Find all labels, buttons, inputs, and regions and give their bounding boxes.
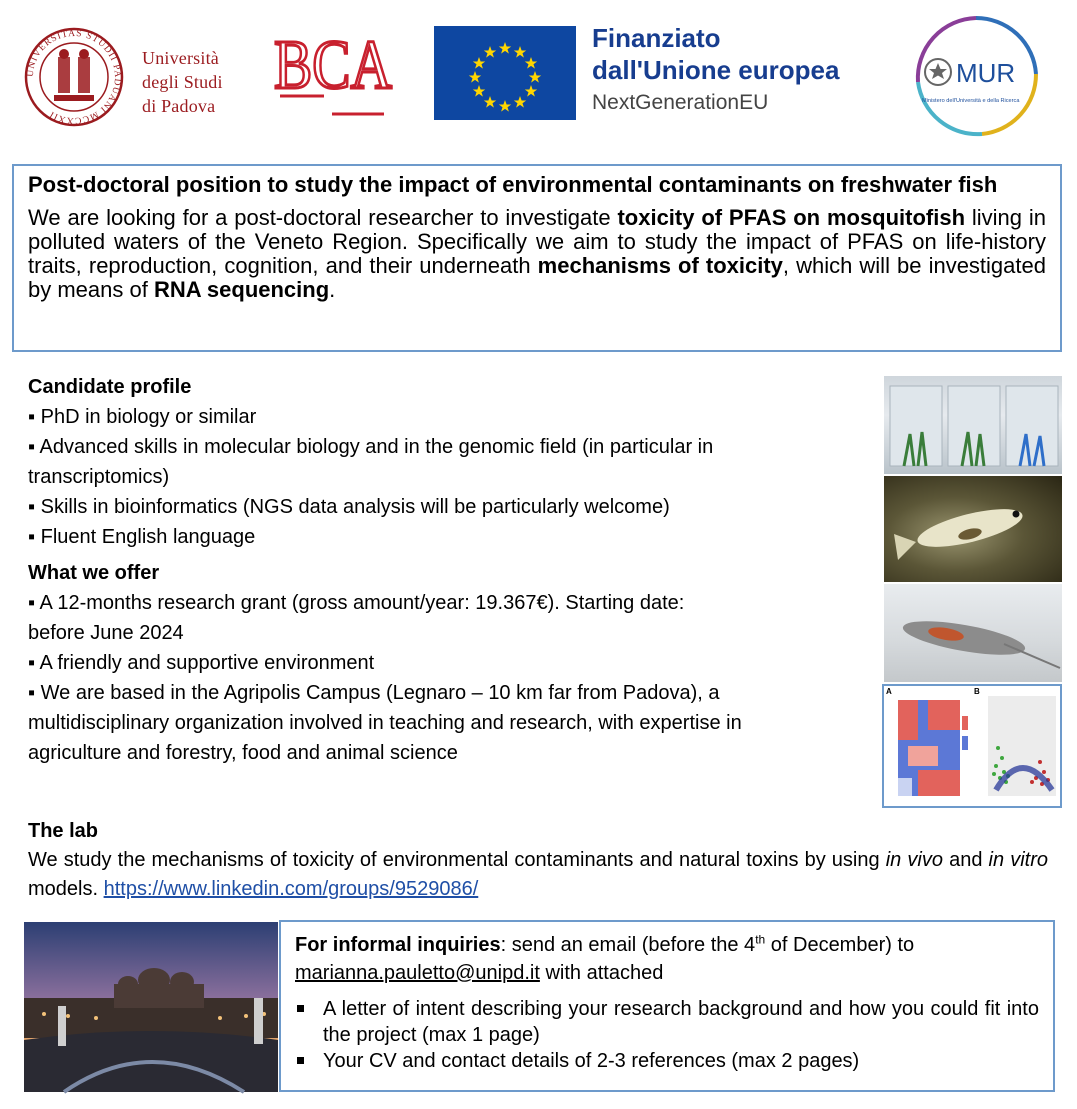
university-seal-logo <box>24 27 124 127</box>
required-documents-list <box>295 996 1039 1074</box>
profile-item: ▪ Advanced skills in molecular biology and in the genomic field (in particular in <box>28 436 714 458</box>
intro-text: , which will be investigated by means of <box>28 253 1046 302</box>
offer-item: multidisciplinary organization involved in teaching and research, with expertise in <box>28 712 742 734</box>
ordinal-suffix: th <box>755 932 766 947</box>
lab-italic: in vitro <box>988 849 1048 871</box>
position-summary-box <box>12 164 1062 352</box>
candidate-profile-heading: Candidate profile <box>28 376 192 398</box>
intro-text: We are looking for a post-doctoral researcher to investigate <box>28 205 618 230</box>
contact-email-link[interactable]: marianna.pauletto@unipd.it <box>295 962 540 984</box>
padova-city-photo <box>24 922 278 1092</box>
intro-bold: mechanisms of toxicity <box>537 253 783 278</box>
lab-text: models. <box>28 878 104 900</box>
inquiries-text: of December) to <box>765 934 915 956</box>
university-name-line: degli Studi <box>142 72 223 92</box>
intro-bold: RNA sequencing <box>153 277 330 302</box>
offer-item: before June 2024 <box>28 622 184 644</box>
aquarium-tanks-photo <box>884 376 1062 474</box>
list-item: Your CV and contact details of 2-3 references (max 2 pages) <box>295 1048 1039 1074</box>
bca-department-logo <box>272 26 396 122</box>
offer-item: agriculture and forestry, food and animal science <box>28 742 458 764</box>
lab-italic: in vivo <box>885 849 943 871</box>
offer-item: ▪ A friendly and supportive environment <box>28 652 375 674</box>
fish-dissection-photo <box>884 584 1062 682</box>
svg-text:B: B <box>974 687 980 696</box>
mur-logo <box>906 10 1046 144</box>
profile-item: ▪ PhD in biology or similar <box>28 406 257 428</box>
eu-stars-icon <box>434 26 576 120</box>
profile-item: ▪ Fluent English language <box>28 526 256 548</box>
lab-linkedin-link[interactable]: https://www.linkedin.com/groups/9529086/ <box>103 878 479 900</box>
mosquitofish-photo <box>884 476 1062 582</box>
eu-funding-text <box>592 22 892 118</box>
profile-item: transcriptomics) <box>28 466 170 488</box>
inquiries-paragraph <box>295 931 1039 987</box>
eu-union-line: dall'Unione europea <box>592 55 840 85</box>
requirements-section <box>28 372 858 768</box>
intro-text: . <box>329 277 336 302</box>
lab-heading: The lab <box>28 820 99 842</box>
offer-item: ▪ We are based in the Agripolis Campus (Legnaro – 10 km far from Padova), a <box>28 682 720 704</box>
intro-bold: toxicity of PFAS on mosquitofish <box>617 205 966 230</box>
offer-heading: What we offer <box>28 562 160 584</box>
university-name-line: di Padova <box>142 96 216 116</box>
eu-funded-line: Finanziato <box>592 23 721 53</box>
lab-description <box>28 846 1048 904</box>
svg-text:MUR: MUR <box>956 58 1016 88</box>
university-name-line: Università <box>142 48 219 68</box>
svg-text:UNIVERSITAS STUDII PADUANI MCC: UNIVERSITAS STUDII PADUANI MCCXXII <box>25 28 123 126</box>
page-title: Post-doctoral position to study the impact of environmental contaminants on freshwater fish <box>28 172 998 197</box>
inquiries-box <box>279 920 1055 1092</box>
svg-text:BCA: BCA <box>274 27 393 104</box>
inquiries-label: For informal inquiries <box>295 934 501 956</box>
lab-section <box>28 816 1048 904</box>
profile-item: ▪ Skills in bioinformatics (NGS data analysis will be particularly welcome) <box>28 496 670 518</box>
inquiries-text: with attached <box>539 962 664 984</box>
rna-seq-figure <box>882 684 1062 808</box>
offer-item: ▪ A 12-months research grant (gross amount/year: 19.367€). Starting date: <box>28 592 685 614</box>
university-name-logo <box>142 46 262 118</box>
lab-text: We study the mechanisms of toxicity of environmental contaminants and natural toxins by using <box>28 849 886 871</box>
intro-paragraph <box>28 206 1046 302</box>
eu-nextgen-line: NextGenerationEU <box>592 91 769 114</box>
svg-text:Ministero dell'Università e de: Ministero dell'Università e della Ricerca <box>922 98 1020 104</box>
eu-flag-logo <box>434 26 576 120</box>
svg-text:A: A <box>886 687 892 696</box>
list-item: A letter of intent describing your research background and how you could fit into the project (max 1 page) <box>295 996 1039 1048</box>
intro-text: living in polluted waters of the Veneto Region. Specifically we aim to study the impact of PFAS on life-history traits, reproduction, cognition, and their underneath <box>28 205 1046 278</box>
lab-text: and <box>942 849 989 871</box>
inquiries-text: : send an email (before the 4 <box>500 934 756 956</box>
